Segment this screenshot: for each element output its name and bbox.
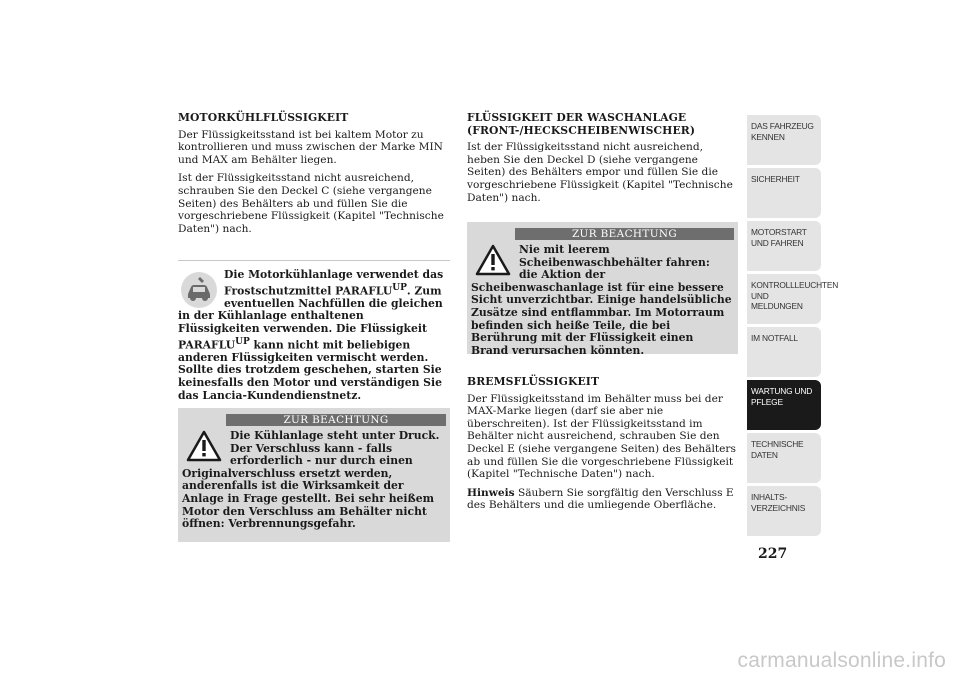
brake-section xyxy=(467,376,738,518)
tab-inhaltsverzeichnis[interactable]: INHALTS-VERZEICHNIS xyxy=(747,486,821,536)
note-text-1: Die Motorkühlanlage verwendet das Frostschutzmittel PARAFLU xyxy=(224,268,444,298)
warning-text: Die Kühlanlage steht unter Druck. Der Verschluss kann - falls erforderlich - nur durch einen Originalverschluss ersetzt werden, anderenfalls ist die Wirksamkeit der Anlage in Frage gestellt. Bei sehr heißem Motor den Verschluss am Behälter nicht öffnen: Verbrennungsgefahr. xyxy=(182,429,440,531)
washer-heading: FLÜSSIGKEIT DER WASCHANLAGE (FRONT-/HECKSCHEIBENWISCHER) xyxy=(467,111,696,137)
tab-im-notfall[interactable]: IM NOTFALL xyxy=(747,327,821,377)
washer-paragraph: Ist der Flüssigkeitsstand nicht ausreichend, heben Sie den Deckel D (siehe vergangene Seiten) des Behälters empor und füllen Sie die vorgeschriebene Flüssigkeit (Kapitel "Technische Daten") nach. xyxy=(467,141,733,204)
tab-wartung-und-pflege[interactable]: WARTUNG UND PFLEGE xyxy=(747,380,821,430)
note-text-3: kann nicht mit beliebigen anderen Flüssigkeiten vermischt werden. Sollte dies trotzdem geschehen, starten Sie keinesfalls den Motor und verständigen Sie das Lancia-Kundendienstnetz. xyxy=(178,338,442,402)
watermark: carmanualsonline.info xyxy=(737,649,946,672)
warning-text: Nie mit leerem Scheibenwaschbehälter fahren: die Aktion der Scheibenwaschanlage ist für eine bessere Sicht unverzichtbar. Einige handelsübliche Zusätze sind entflammbar. Im Motorraum befinden sich heiße Teile, die bei Berührung mit der Flüssigkeit einen Brand verursachen könnten. xyxy=(471,243,732,357)
note-sup-2: UP xyxy=(235,336,250,347)
hint-text: Säubern Sie sorgfältig den Verschluss E des Behälters und die umliegende Oberfläche. xyxy=(467,486,734,512)
brake-paragraph: Der Flüssigkeitsstand im Behälter muss bei der MAX-Marke liegen (darf sie aber nie überschreiten). Ist der Flüssigkeitsstand im Behälter nicht ausreichend, schrauben Sie den Deckel E (siehe vergangene Seiten) des Behälters ab und füllen Sie die vorgeschriebene Flüssigkeit (Kapitel "Technische Daten") nach. xyxy=(467,392,736,481)
note-text-2: . Zum eventuellen Nachfüllen die gleichen in der Kühlanlage enthaltenen Flüssigkeiten verwenden. Die Flüssigkeit PARAFLU xyxy=(178,284,443,352)
right-column xyxy=(467,112,738,210)
washer-warning xyxy=(467,222,738,357)
page-number: 227 xyxy=(758,546,788,562)
chapter-sidebar xyxy=(747,115,839,539)
tab-kontrollleuchten[interactable]: KONTROLLLEUCHTEN UND MELDUNGEN xyxy=(747,274,821,324)
tab-sicherheit[interactable]: SICHERHEIT xyxy=(747,168,821,218)
coolant-paragraph-2: Ist der Flüssigkeitsstand nicht ausreichend, schrauben Sie den Deckel C (siehe vergangene Seiten) des Behälters ab und füllen Sie die vorgeschriebene Flüssigkeit (Kapitel "Technische Daten") nach. xyxy=(178,172,444,235)
coolant-note xyxy=(178,260,450,402)
warning-triangle-icon xyxy=(475,244,511,276)
coolant-heading: MOTORKÜHLFLÜSSIGKEIT xyxy=(178,111,349,124)
coolant-warning xyxy=(178,408,450,542)
car-service-icon xyxy=(180,271,218,309)
coolant-paragraph-1: Der Flüssigkeitsstand ist bei kaltem Motor zu kontrollieren und muss zwischen der Marke MIN und MAX am Behälter liegen. xyxy=(178,128,443,166)
warning-triangle-icon xyxy=(186,430,222,462)
hint-label: Hinweis xyxy=(467,486,515,499)
warning-title: ZUR BEACHTUNG xyxy=(226,414,446,426)
note-sup-1: UP xyxy=(392,282,407,293)
left-column xyxy=(178,112,450,241)
brake-heading: BREMSFLÜSSIGKEIT xyxy=(467,375,600,388)
tab-technische-daten[interactable]: TECHNISCHE DATEN xyxy=(747,433,821,483)
tab-das-fahrzeug-kennen[interactable]: DAS FAHRZEUG KENNEN xyxy=(747,115,821,165)
warning-title: ZUR BEACHTUNG xyxy=(515,228,734,240)
tab-motorstart-und-fahren[interactable]: MOTORSTART UND FAHREN xyxy=(747,221,821,271)
brake-hint xyxy=(467,487,738,512)
